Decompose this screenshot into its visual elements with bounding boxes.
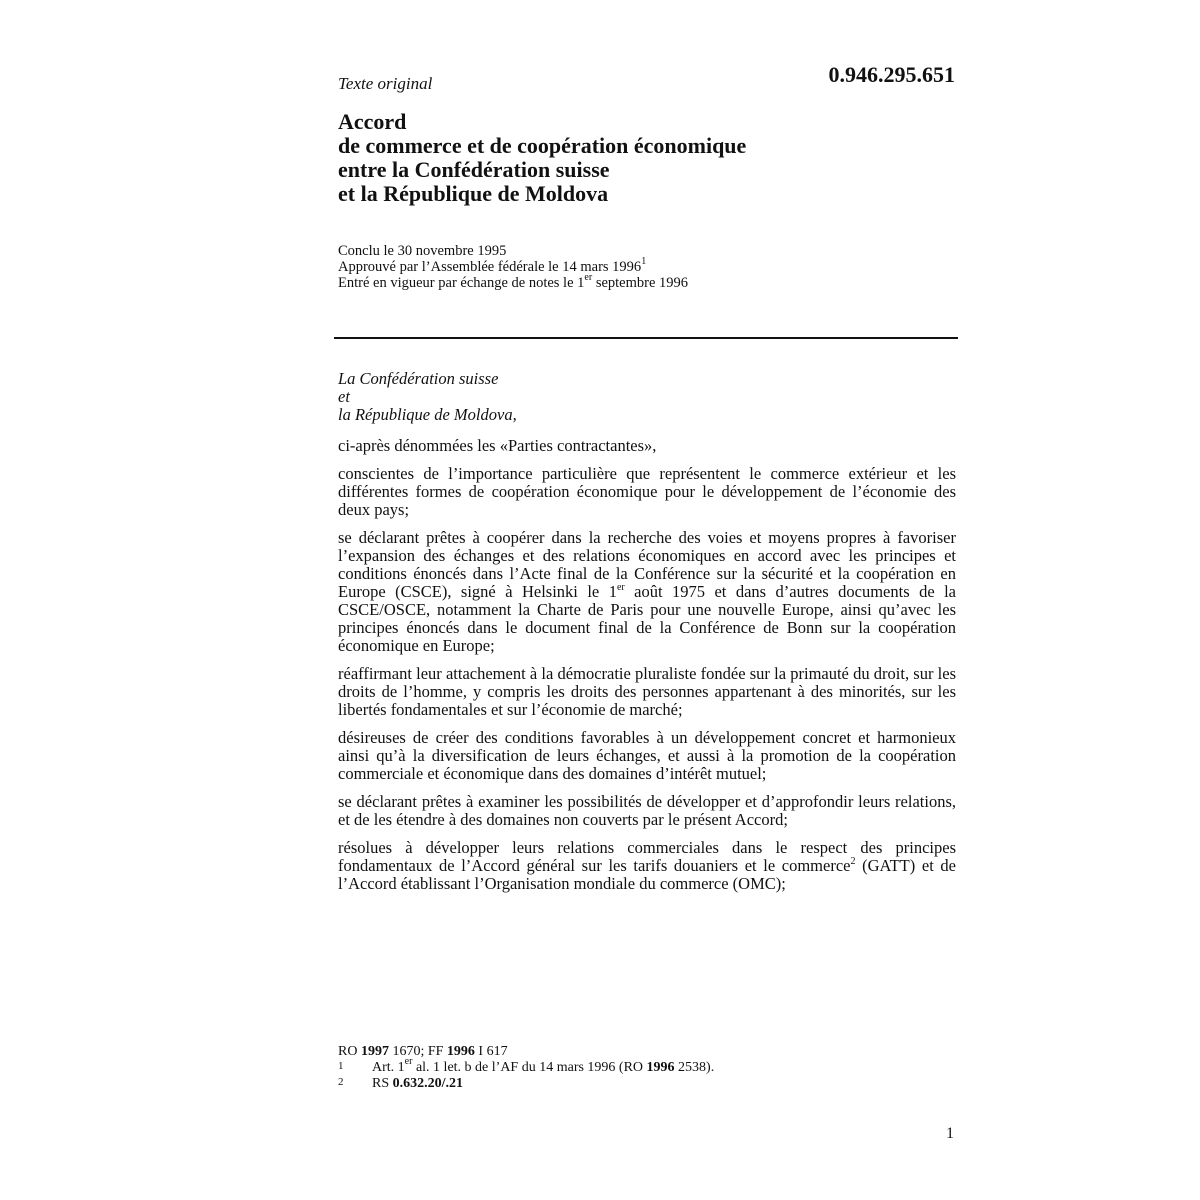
- rs-number: 0.632.20/.21: [392, 1076, 464, 1091]
- ordinal-suffix: er: [616, 581, 625, 593]
- document-number: 0.946.295.651: [828, 62, 955, 87]
- original-text-label: Texte original: [338, 74, 433, 93]
- footnote-ref: 2: [850, 855, 856, 867]
- source-year: 1996: [446, 1044, 475, 1059]
- title-line: entre la Confédération suisse: [338, 157, 610, 182]
- entry-text-end: septembre 1996: [592, 275, 689, 291]
- footnote-text-part: 2538).: [674, 1060, 715, 1075]
- concluded-date: [338, 243, 688, 259]
- footnote-year: 1996: [646, 1060, 675, 1075]
- footnote-text: [372, 1076, 463, 1092]
- footnote-text-part: RS: [372, 1076, 393, 1091]
- preamble-paragraph: [338, 529, 956, 655]
- ordinal-suffix: er: [404, 1056, 413, 1068]
- concluded-text: Conclu le 30 novembre 1995: [338, 243, 507, 259]
- paragraph-text: se déclarant prêtes à coopérer dans la recherche des voies et moyens propres à favoriser l’expansion des échanges et des relations économiques en accord avec les principes et conditions énoncés dans l’Acte final de la Conférence sur la sécurité et la coopération en Europe (CSCE), signé à Helsinki le 1: [338, 528, 956, 601]
- source-text: RO: [338, 1044, 361, 1059]
- footnote-1: [338, 1056, 956, 1076]
- preamble-paragraph: conscientes de l’importance particulière que représentent le commerce extérieur et les différentes formes de coopération économique pour le développement de l’économie des deux pays;: [338, 464, 956, 519]
- paragraph-text: résolues à développer leurs relations commerciales dans le respect des principes fondamentaux de l’Accord général sur les tarifs douaniers et le commerce: [338, 838, 956, 875]
- source-reference: [338, 1044, 956, 1060]
- party-swiss: La Confédération suisse: [338, 369, 499, 388]
- preamble-paragraph: ci-après dénommées les «Parties contractantes»,: [338, 436, 657, 455]
- entry-into-force: [338, 272, 689, 291]
- approval-date: [338, 256, 688, 275]
- horizontal-rule: [334, 337, 958, 339]
- footnote-number: 1: [338, 1060, 344, 1072]
- preamble: [338, 437, 956, 903]
- footnote-text: [372, 1056, 715, 1076]
- ordinal-suffix: er: [584, 272, 593, 284]
- preamble-paragraph: se déclarant prêtes à examiner les possibilités de développer et d’approfondir leurs relations, et de les étendre à des domaines non couverts par le présent Accord;: [338, 792, 956, 829]
- title-line: de commerce et de coopération économique: [338, 133, 747, 158]
- page-number: 1: [946, 1125, 954, 1142]
- paragraph-text: août 1975 et dans d’autres documents de la CSCE/OSCE, notamment la Charte de Paris pour une nouvelle Europe, ainsi qu’avec les principes énoncés dans le document final de la Conférence de Bonn sur la coopération économique en Europe;: [338, 582, 956, 655]
- footnote-text-part: Art. 1: [372, 1060, 405, 1075]
- preamble-paragraph: [338, 839, 956, 893]
- party-moldova: la République de Moldova,: [338, 405, 517, 424]
- title-line: Accord: [338, 109, 407, 134]
- preamble-paragraph: réaffirmant leur attachement à la démocratie pluraliste fondée sur la primauté du droit, sur les droits de l’homme, y compris les droits des personnes appartenant à des minorités, sur les libertés fondamentales et sur l’économie de marché;: [338, 664, 956, 719]
- approval-text: Approuvé par l’Assemblée fédérale le 14 mars 1996: [338, 259, 642, 275]
- footnote-2: [338, 1076, 956, 1092]
- footnote-number: 2: [338, 1076, 344, 1088]
- paragraph-text: (GATT) et de l’Accord établissant l’Organisation mondiale du commerce (OMC);: [338, 856, 956, 893]
- document-metadata: [338, 243, 688, 291]
- party-conjunction: et: [338, 387, 350, 406]
- contracting-parties: [338, 370, 517, 424]
- entry-text: Entré en vigueur par échange de notes le 1: [338, 275, 585, 291]
- document-title: [338, 110, 958, 206]
- source-year: 1997: [360, 1044, 389, 1059]
- footnotes: [338, 1044, 956, 1092]
- source-text: I 617: [474, 1044, 508, 1059]
- source-text: 1670; FF: [388, 1044, 447, 1059]
- footnote-ref: 1: [641, 256, 647, 268]
- footnote-text-part: al. 1 let. b de l’AF du 14 mars 1996 (RO: [412, 1060, 647, 1075]
- title-line: et la République de Moldova: [338, 181, 609, 206]
- preamble-paragraph: désireuses de créer des conditions favorables à un développement concret et harmonieux ainsi qu’à la diversification de leurs échanges, et aussi à la promotion de la coopération commerciale et économique dans des domaines d’intérêt mutuel;: [338, 728, 956, 783]
